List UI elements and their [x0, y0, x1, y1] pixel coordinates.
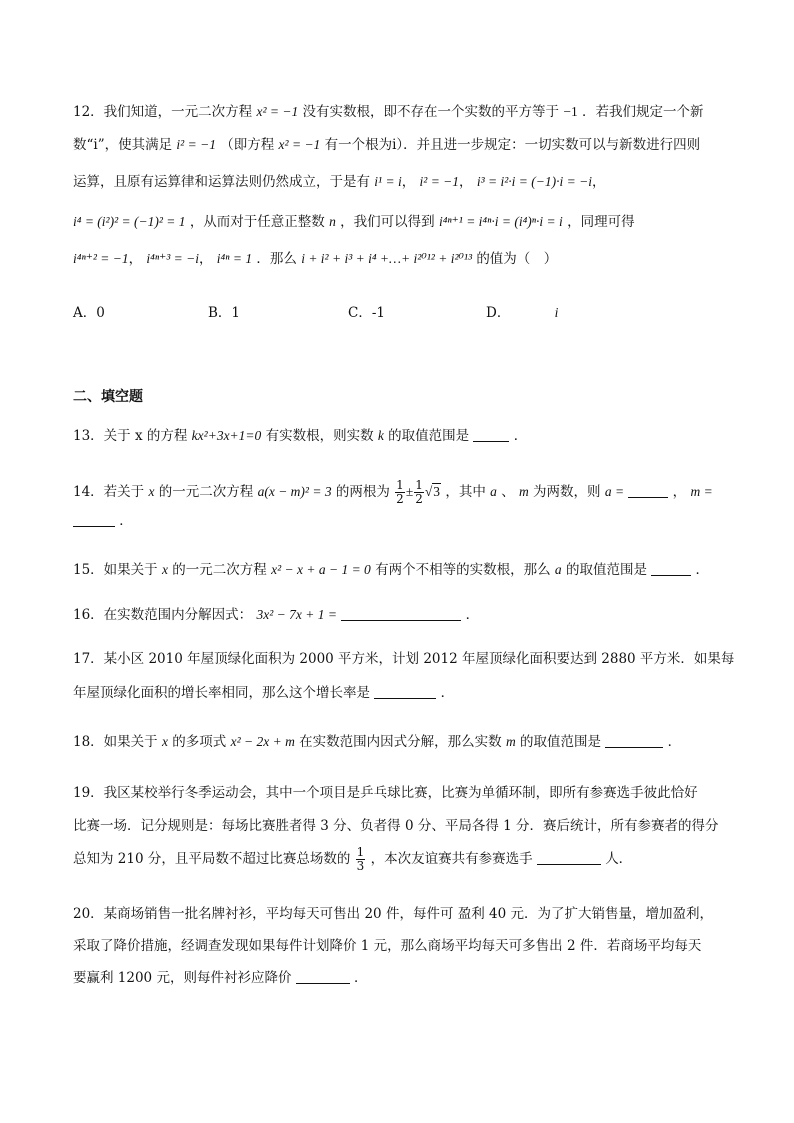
q18: 18．如果关于 x 的多项式 x² − 2x + m 在实数范围内因式分解，那么实数 m 的取值范围是 ． [73, 734, 682, 750]
q20-answer-blank[interactable] [296, 970, 350, 984]
q19-answer-blank[interactable] [537, 851, 601, 865]
q12-line-1: 12．我们知道，一元二次方程 x² = −1 没有实数根，即不存在一个实数的平方等于 −1 ．若我们规定一个新 [73, 104, 704, 120]
q20-line-3: 要赢利 1200 元，则每件衬衫应降价 ． [73, 970, 368, 986]
equation-x2: x² = −1 [256, 104, 299, 119]
q16: 16．在实数范围内分解因式： 3x² − 7x + 1 = ． [73, 607, 480, 623]
q16-answer-blank[interactable] [341, 607, 461, 621]
q14-answer-blank-m[interactable] [73, 513, 115, 527]
q12-line-5: i⁴ⁿ⁺² = −1， i⁴ⁿ⁺³ = −i， i⁴ⁿ = 1 ．那么 i + i² + i³ + i⁴ +…+ i²⁰¹² + i²⁰¹³ 的值为（ ） [73, 251, 558, 267]
q18-answer-blank[interactable] [605, 734, 663, 748]
q14-answer-blank-a[interactable] [628, 484, 668, 498]
option-d[interactable]: D． i [486, 305, 559, 321]
q12-line-2: 数“i”，使其满足 i² = −1 （即方程 x² = −1 有一个根为i）．并且进一步规定：一切实数可以与新数进行四则 [73, 137, 701, 153]
option-a[interactable]: A．0 [73, 305, 105, 321]
option-c[interactable]: C．-1 [348, 305, 385, 321]
q12-line-3: 运算，且原有运算律和运算法则仍然成立，于是有 i¹ = i， i² = −1， i³ = i²·i = (−1)·i = −i， [73, 174, 606, 190]
q17-answer-blank[interactable] [374, 685, 436, 699]
fraction-half-2: $\frac{1}{2}$ [415, 478, 423, 506]
q17-line-2: 年屋顶绿化面积的增长率相同，那么这个增长率是 ． [73, 685, 455, 701]
q15-answer-blank[interactable] [651, 562, 691, 576]
option-b[interactable]: B．1 [208, 305, 241, 321]
q17-line-1: 17．某小区 2010 年屋顶绿化面积为 2000 平方米，计划 2012 年屋顶绿化面积要达到 2880 平方米．如果每 [73, 651, 735, 667]
q13-answer-blank[interactable] [473, 428, 509, 442]
q13: 13．关于 x 的方程 kx²+3x+1=0 有实数根，则实数 k 的取值范围是 ． [73, 428, 528, 444]
q15: 15．如果关于 x 的一元二次方程 x² − x + a − 1 = 0 有两个不相等的实数根，那么 a 的取值范围是 ． [73, 562, 710, 578]
q20-line-1: 20．某商场销售一批名牌衬衫，平均每天可售出 20 件，每件可 盈利 40 元．为了扩大销售量，增加盈利， [73, 906, 713, 922]
q20-line-2: 采取了降价措施，经调查发现如果每件计划降价 1 元，那么商场平均每天可多售出 2 件．若商场平均每天 [73, 938, 702, 954]
q12-line-4: i⁴ = (i²)² = (−1)² = 1 ，从而对于任意正整数 n ，我们可以得到 i⁴ⁿ⁺¹ = i⁴ⁿ·i = (i⁴)ⁿ·i = i ，同理可得 [73, 214, 635, 230]
q14-line-1: 14．若关于 x 的一元二次方程 a(x − m)² = 3 的两根为 $\frac{1}{2}$ ± $\frac{1}{2}$ √3 ，其中 a 、 m 为两数，则 a = ， m = [73, 478, 713, 506]
q14-line-2: ． [73, 512, 133, 530]
q19-line-2: 比赛一场．记分规则是：每场比赛胜者得 3 分、负者得 0 分、平局各得 1 分．赛后统计，所有参赛者的得分 [73, 818, 719, 834]
q19-line-3: 总知为 210 分，且平局数不超过比赛总场数的 $\frac{1}{3}$ ，本次友谊赛共有参赛选手 人． [73, 845, 633, 873]
fraction-third: $\frac{1}{3}$ [356, 845, 365, 873]
q19-line-1: 19．我区某校举行冬季运动会，其中一个项目是乒乓球比赛，比赛为单循环制，即所有参赛选手彼此恰好 [73, 785, 698, 801]
section-title: 二、填空题 [73, 389, 143, 405]
fraction-half: $\frac{1}{2}$ [396, 478, 404, 506]
